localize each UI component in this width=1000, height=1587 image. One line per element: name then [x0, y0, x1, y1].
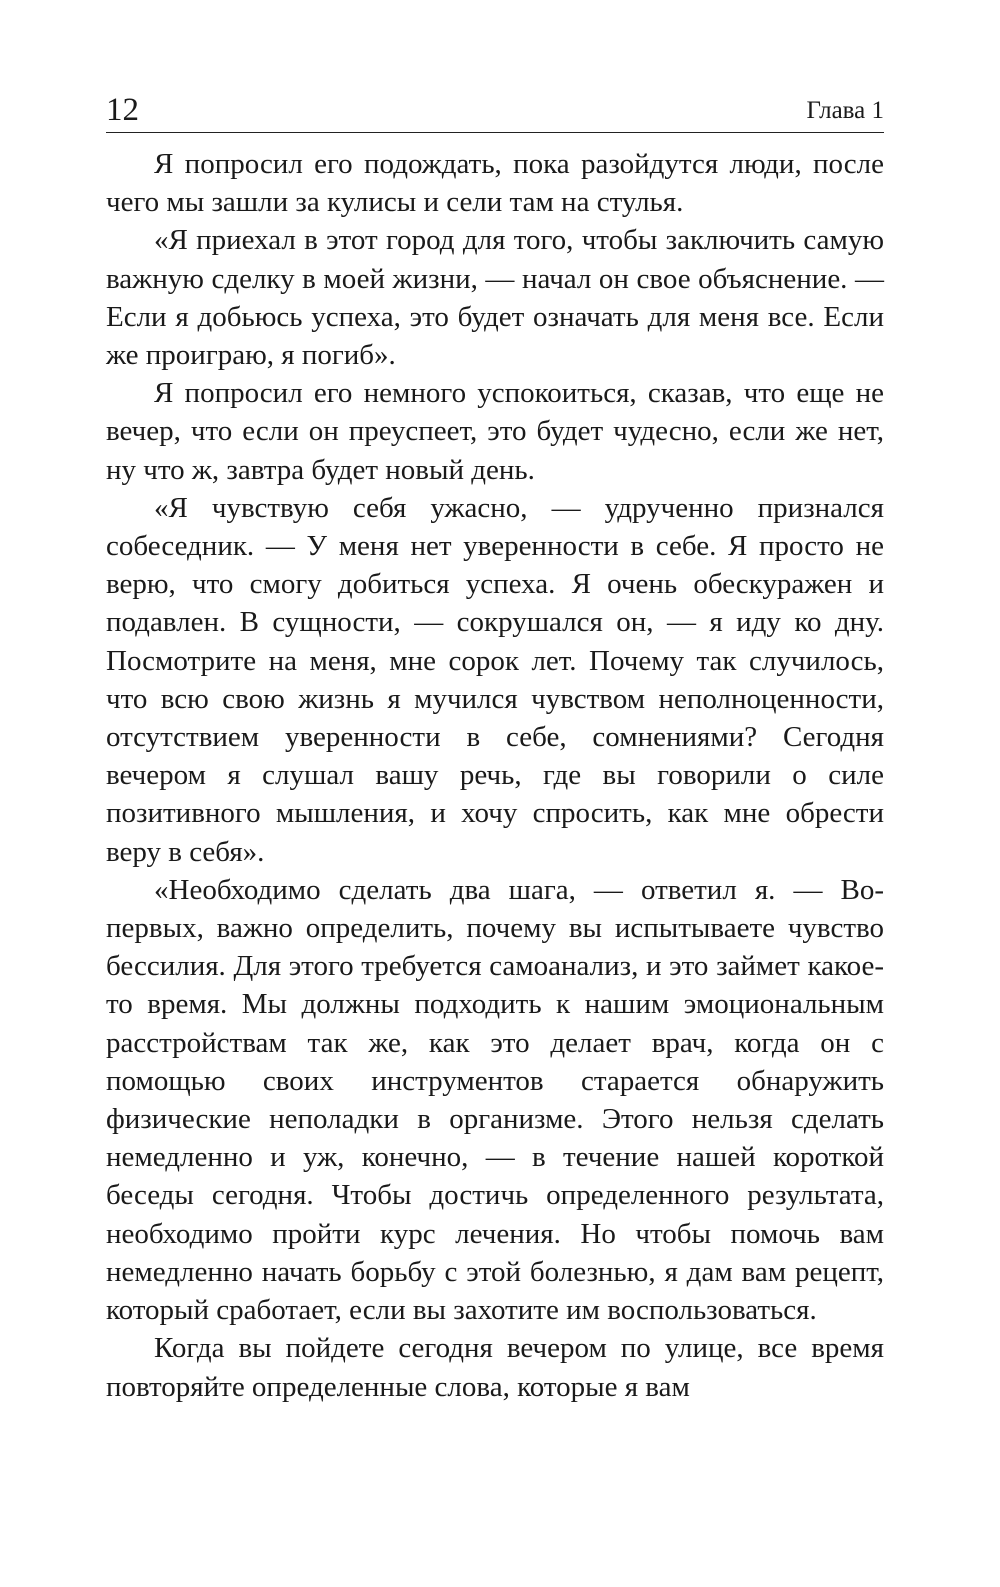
paragraph: Я попросил его немного успокоиться, сказав, что еще не вечер, что если он преуспеет, это будет чудесно, если же нет, ну что ж, завтра будет новый день.	[106, 377, 884, 486]
paragraph: Я попросил его подождать, пока разойдутся люди, после чего мы зашли за кулисы и сели там на стулья.	[106, 148, 884, 219]
running-head	[106, 90, 884, 133]
paragraph: «Я приехал в этот город для того, чтобы заключить самую важную сделку в моей жизни, — начал он свое объяснение. — Если я добьюсь успеха, это будет означать для меня все. Если же проиграю, я погиб».	[106, 224, 884, 372]
paragraph: «Я чувствую себя ужасно, — удрученно признался собеседник. — У меня нет уверенности в себе. Я просто не верю, что смогу добиться успеха. Я очень обескуражен и подавлен. В сущности, — сокрушался он, — я иду ко дну. Посмотрите на меня, мне сорок лет. Почему так случилось, что всю свою жизнь я мучился чувством неполноценности, отсутствием уверенности в себе, сомнениями? Сегодня вечером я слушал вашу речь, где вы говорили о силе позитивного мышления, и хочу спросить, как мне обрести веру в себя».	[106, 491, 884, 868]
book-page	[106, 90, 884, 1406]
page-number: 12	[106, 92, 139, 128]
chapter-title: Глава 1	[806, 97, 884, 124]
paragraph: Когда вы пойдете сегодня вечером по улице, все время повторяйте определенные слова, которые я вам	[106, 1332, 884, 1403]
paragraph: «Необходимо сделать два шага, — ответил я. — Во-первых, важно определить, почему вы испытываете чувство бессилия. Для этого требуется самоанализ, и это займет какое-то время. Мы должны подходить к нашим эмоциональным расстройствам так же, как это делает врач, когда он с помощью своих инструментов старается обнаружить физические неполадки в организме. Этого нельзя сделать немедленно и уж, конечно, — в течение нашей короткой беседы сегодня. Чтобы достичь определенного результата, необходимо пройти курс лечения. Но чтобы помочь вам немедленно начать борьбу с этой болезнью, я дам вам рецепт, который сработает, если вы захотите им воспользоваться.	[106, 873, 884, 1327]
body-text	[106, 145, 884, 1406]
